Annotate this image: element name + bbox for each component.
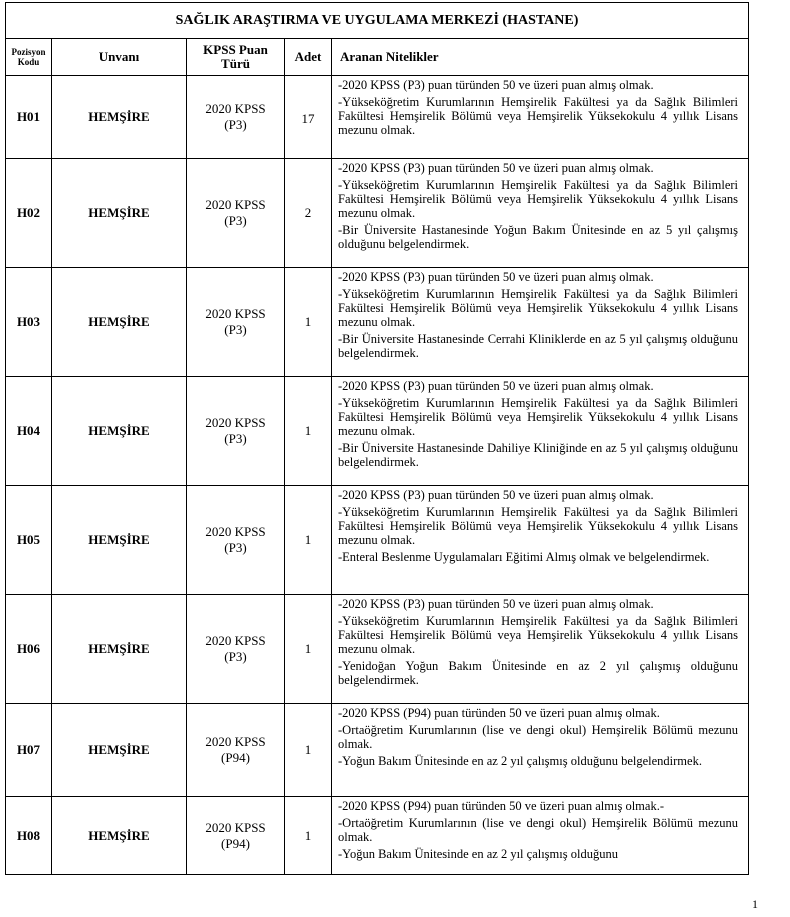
quantity: 1 bbox=[285, 595, 332, 704]
kpss-type bbox=[187, 377, 285, 486]
requirement-item: -2020 KPSS (P3) puan türünden 50 ve üzeri puan almış olmak. bbox=[338, 597, 654, 611]
header-kpss-line1: KPSS Puan bbox=[203, 42, 268, 57]
header-code-line2: Kodu bbox=[17, 57, 40, 67]
kpss-type bbox=[187, 486, 285, 595]
table-row bbox=[6, 797, 749, 875]
position-code: H07 bbox=[6, 704, 52, 797]
requirement-item: -Yükseköğretim Kurumlarının Hemşirelik Fakültesi ya da Sağlık Bilimleri Fakültesi Hemşirelik Bölümü veya Hemşirelik Yüksekokulu 4 yıllık Lisans mezunu olmak. bbox=[338, 505, 738, 547]
requirement-item: -2020 KPSS (P3) puan türünden 50 ve üzeri puan almış olmak. bbox=[338, 488, 654, 502]
requirement-item: -Enteral Beslenme Uygulamaları Eğitimi Almış olmak ve belgelendirmek. bbox=[338, 550, 710, 564]
requirement-item: -2020 KPSS (P3) puan türünden 50 ve üzeri puan almış olmak. bbox=[338, 78, 654, 92]
kpss-line2: (P94) bbox=[221, 835, 250, 851]
kpss-line2: (P3) bbox=[224, 649, 247, 664]
requirement-item: -Yükseköğretim Kurumlarının Hemşirelik Fakültesi ya da Sağlık Bilimleri Fakültesi Hemşirelik Bölümü veya Hemşirelik Yüksekokulu 4 yıllık Lisans mezunu olmak. bbox=[338, 614, 738, 656]
requirement-item: -Ortaöğretim Kurumlarının (lise ve dengi okul) Hemşirelik Bölümü mezunu olmak. bbox=[338, 816, 738, 844]
kpss-line2: (P3) bbox=[224, 117, 247, 132]
requirements bbox=[332, 704, 749, 797]
kpss-line2: (P3) bbox=[224, 322, 247, 337]
position-code: H01 bbox=[6, 76, 52, 159]
quantity: 17 bbox=[285, 76, 332, 159]
header-position-code bbox=[6, 39, 52, 76]
table-row bbox=[6, 486, 749, 595]
kpss-type bbox=[187, 76, 285, 159]
requirement-item: -Yükseköğretim Kurumlarının Hemşirelik Fakültesi ya da Sağlık Bilimleri Fakültesi Hemşirelik Bölümü veya Hemşirelik Yüksekokulu 4 yıllık Lisans mezunu olmak. bbox=[338, 287, 738, 329]
position-title: HEMŞİRE bbox=[52, 797, 187, 875]
kpss-line1: 2020 KPSS bbox=[205, 734, 266, 749]
positions-table bbox=[5, 2, 749, 875]
position-title: HEMŞİRE bbox=[52, 595, 187, 704]
position-title: HEMŞİRE bbox=[52, 268, 187, 377]
position-code: H08 bbox=[6, 797, 52, 875]
requirement-item: -Bir Üniversite Hastanesinde Yoğun Bakım Ünitesinde en az 5 yıl çalışmış olduğunu belgelendirmek. bbox=[338, 223, 738, 251]
quantity: 1 bbox=[285, 486, 332, 595]
table-row bbox=[6, 595, 749, 704]
kpss-line2: (P94) bbox=[221, 750, 250, 765]
requirement-item: -Bir Üniversite Hastanesinde Dahiliye Kliniğinde en az 5 yıl çalışmış olduğunu belgelendirmek. bbox=[338, 441, 738, 469]
kpss-line1: 2020 KPSS bbox=[205, 415, 266, 430]
header-adet: Adet bbox=[285, 39, 332, 76]
kpss-line1: 2020 KPSS bbox=[205, 306, 266, 321]
requirements bbox=[332, 76, 749, 159]
quantity: 1 bbox=[285, 704, 332, 797]
requirements bbox=[332, 797, 749, 875]
position-title: HEMŞİRE bbox=[52, 704, 187, 797]
requirements bbox=[332, 595, 749, 704]
kpss-type bbox=[187, 797, 285, 875]
requirement-item: -Yoğun Bakım Ünitesinde en az 2 yıl çalışmış olduğunu bbox=[338, 847, 618, 861]
table-row bbox=[6, 76, 749, 159]
quantity: 1 bbox=[285, 268, 332, 377]
requirement-item: -Yükseköğretim Kurumlarının Hemşirelik Fakültesi ya da Sağlık Bilimleri Fakültesi Hemşirelik Bölümü veya Hemşirelik Yüksekokulu 4 yıllık Lisans mezunu olmak. bbox=[338, 95, 738, 137]
kpss-type bbox=[187, 159, 285, 268]
requirement-item: -2020 KPSS (P94) puan türünden 50 ve üzeri puan almış olmak. bbox=[338, 706, 660, 720]
requirement-item: -2020 KPSS (P3) puan türünden 50 ve üzeri puan almış olmak. bbox=[338, 270, 654, 284]
kpss-type bbox=[187, 268, 285, 377]
page-number: 1 bbox=[752, 897, 758, 911]
kpss-line2: (P3) bbox=[224, 431, 247, 446]
header-kpss bbox=[187, 39, 285, 76]
position-code: H06 bbox=[6, 595, 52, 704]
requirement-item: -Yükseköğretim Kurumlarının Hemşirelik Fakültesi ya da Sağlık Bilimleri Fakültesi Hemşirelik Bölümü veya Hemşirelik Yüksekokulu 4 yıllık Lisans mezunu olmak. bbox=[338, 396, 738, 438]
table-row bbox=[6, 159, 749, 268]
requirements bbox=[332, 268, 749, 377]
position-code: H03 bbox=[6, 268, 52, 377]
table-row bbox=[6, 377, 749, 486]
requirement-item: -Yoğun Bakım Ünitesinde en az 2 yıl çalışmış olduğunu belgelendirmek. bbox=[338, 754, 702, 768]
kpss-line1: 2020 KPSS bbox=[205, 524, 266, 539]
kpss-type bbox=[187, 595, 285, 704]
position-title: HEMŞİRE bbox=[52, 486, 187, 595]
requirement-item: -2020 KPSS (P3) puan türünden 50 ve üzeri puan almış olmak. bbox=[338, 379, 654, 393]
position-code: H05 bbox=[6, 486, 52, 595]
quantity: 1 bbox=[285, 377, 332, 486]
position-title: HEMŞİRE bbox=[52, 377, 187, 486]
requirement-item: -Ortaöğretim Kurumlarının (lise ve dengi okul) Hemşirelik Bölümü mezunu olmak. bbox=[338, 723, 738, 751]
kpss-line2: (P3) bbox=[224, 213, 247, 228]
kpss-type bbox=[187, 704, 285, 797]
kpss-line1: 2020 KPSS bbox=[205, 197, 266, 212]
header-kpss-line2: Türü bbox=[221, 56, 250, 71]
requirements bbox=[332, 486, 749, 595]
header-unvan: Unvanı bbox=[52, 39, 187, 76]
header-row bbox=[6, 39, 749, 76]
kpss-line1: 2020 KPSS bbox=[205, 101, 266, 116]
requirements bbox=[332, 159, 749, 268]
requirement-item: -Yükseköğretim Kurumlarının Hemşirelik Fakültesi ya da Sağlık Bilimleri Fakültesi Hemşirelik Bölümü veya Hemşirelik Yüksekokulu 4 yıllık Lisans mezunu olmak. bbox=[338, 178, 738, 220]
table-row bbox=[6, 268, 749, 377]
title-row bbox=[6, 3, 749, 39]
position-code: H02 bbox=[6, 159, 52, 268]
kpss-line1: 2020 KPSS bbox=[205, 819, 266, 835]
position-title: HEMŞİRE bbox=[52, 159, 187, 268]
quantity: 1 bbox=[285, 797, 332, 875]
position-code: H04 bbox=[6, 377, 52, 486]
requirement-item: -2020 KPSS (P94) puan türünden 50 ve üzeri puan almış olmak.- bbox=[338, 799, 664, 813]
table-title: SAĞLIK ARAŞTIRMA VE UYGULAMA MERKEZİ (HASTANE) bbox=[6, 3, 749, 39]
requirement-item: -Yenidoğan Yoğun Bakım Ünitesinde en az 2 yıl çalışmış olduğunu belgelendirmek. bbox=[338, 659, 738, 687]
header-nitelikler: Aranan Nitelikler bbox=[332, 39, 749, 76]
requirements bbox=[332, 377, 749, 486]
requirement-item: -Bir Üniversite Hastanesinde Cerrahi Kliniklerde en az 5 yıl çalışmış olduğunu belgelendirmek. bbox=[338, 332, 738, 360]
requirements-clip bbox=[338, 799, 738, 872]
position-title: HEMŞİRE bbox=[52, 76, 187, 159]
kpss-line1: 2020 KPSS bbox=[205, 633, 266, 648]
quantity: 2 bbox=[285, 159, 332, 268]
kpss-line2: (P3) bbox=[224, 540, 247, 555]
requirement-item: -2020 KPSS (P3) puan türünden 50 ve üzeri puan almış olmak. bbox=[338, 161, 654, 175]
table-row bbox=[6, 704, 749, 797]
header-code-line1: Pozisyon bbox=[11, 47, 46, 57]
